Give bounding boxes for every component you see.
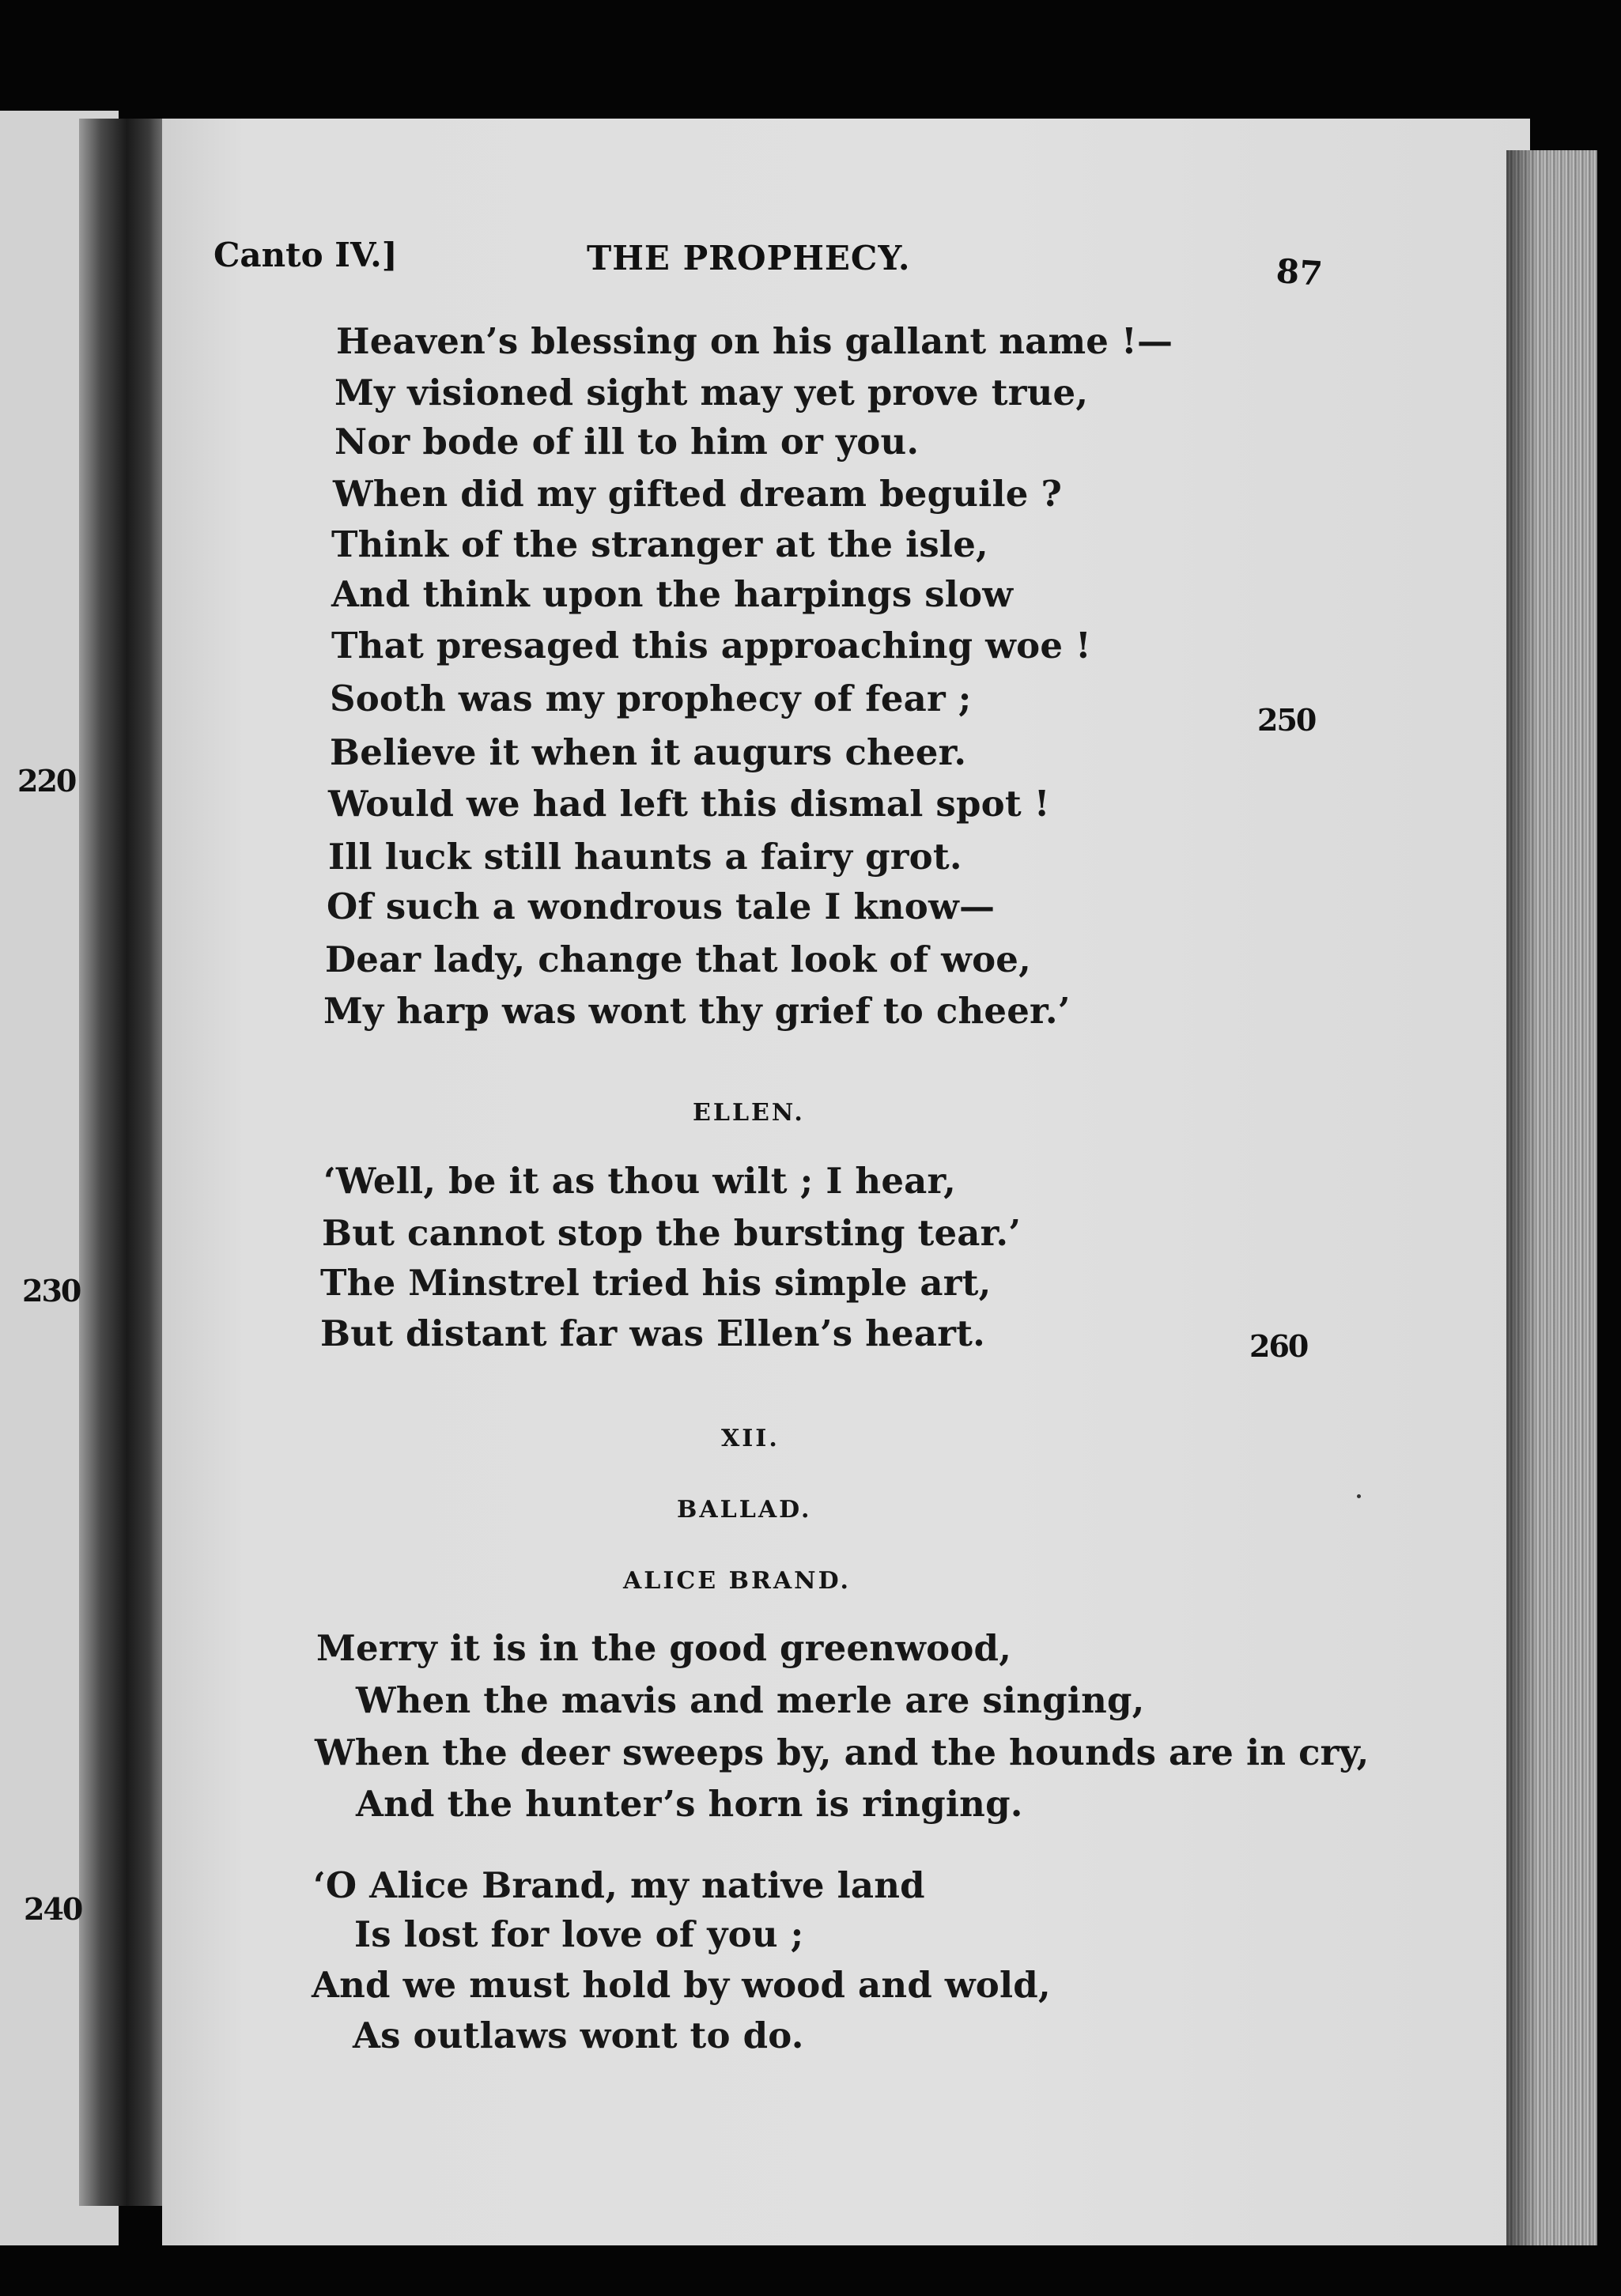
verse-line: As outlaws wont to do. [353,2015,804,2056]
right-line-number: 260 [1249,1328,1308,1364]
verse-line: Believe it when it augurs cheer. [330,731,967,773]
book-gutter [79,119,166,2206]
verse-line: Merry it is in the good greenwood, [316,1627,1012,1669]
verse-line: And think upon the harpings slow [331,573,1014,615]
verse-line: Is lost for love of you ; [354,1913,804,1955]
left-line-number: 220 [17,763,76,799]
verse-line: And the hunter’s horn is ringing. [356,1783,1023,1825]
verse-line: When the mavis and merle are singing, [356,1679,1145,1721]
ballad-title: ALICE BRAND. [623,1567,851,1595]
left-line-number: 240 [24,1891,82,1927]
left-line-number: 230 [22,1273,81,1308]
verse-line: Nor bode of ill to him or you. [334,421,920,463]
verse-line: Dear lady, change that look of woe, [325,938,1032,980]
verse-line: But cannot stop the bursting tear.’ [322,1212,1022,1254]
ballad-heading: BALLAD. [677,1496,812,1524]
verse-line: Would we had left this dismal spot ! [328,783,1050,825]
verse-line: ‘Well, be it as thou wilt ; I hear, [323,1160,957,1202]
verse-line: That presaged this approaching woe ! [331,625,1091,667]
section-number: XII. [721,1425,780,1452]
verse-line: The Minstrel tried his simple art, [320,1262,992,1304]
verse-line: Sooth was my prophecy of fear ; [330,678,972,719]
canto-header: Canto IV.] [213,236,398,274]
page-number: 87 [1275,251,1324,293]
verse-line: Think of the stranger at the isle, [331,523,988,565]
speaker-heading: ELLEN. [693,1099,805,1127]
right-line-number: 250 [1257,702,1316,738]
verse-line: When did my gifted dream beguile ? [333,473,1063,515]
speck [1357,1494,1361,1498]
verse-line: But distant far was Ellen’s heart. [320,1312,985,1354]
verse-line: Ill luck still haunts a fairy grot. [328,836,962,878]
verse-line: My visioned sight may yet prove true, [334,372,1089,414]
verse-line: And we must hold by wood and wold, [312,1964,1051,2006]
running-title: THE PROPHECY. [587,239,911,278]
verse-line: Of such a wondrous tale I know— [327,886,996,927]
page-edges-shadow [1506,150,1538,2245]
verse-line: My harp was wont thy grief to cheer.’ [323,990,1071,1032]
verse-line: When the deer sweeps by, and the hounds are in cry, [315,1731,1370,1773]
verse-line: Heaven’s blessing on his gallant name !— [336,320,1173,362]
verse-line: ‘O Alice Brand, my native land [313,1864,925,1906]
